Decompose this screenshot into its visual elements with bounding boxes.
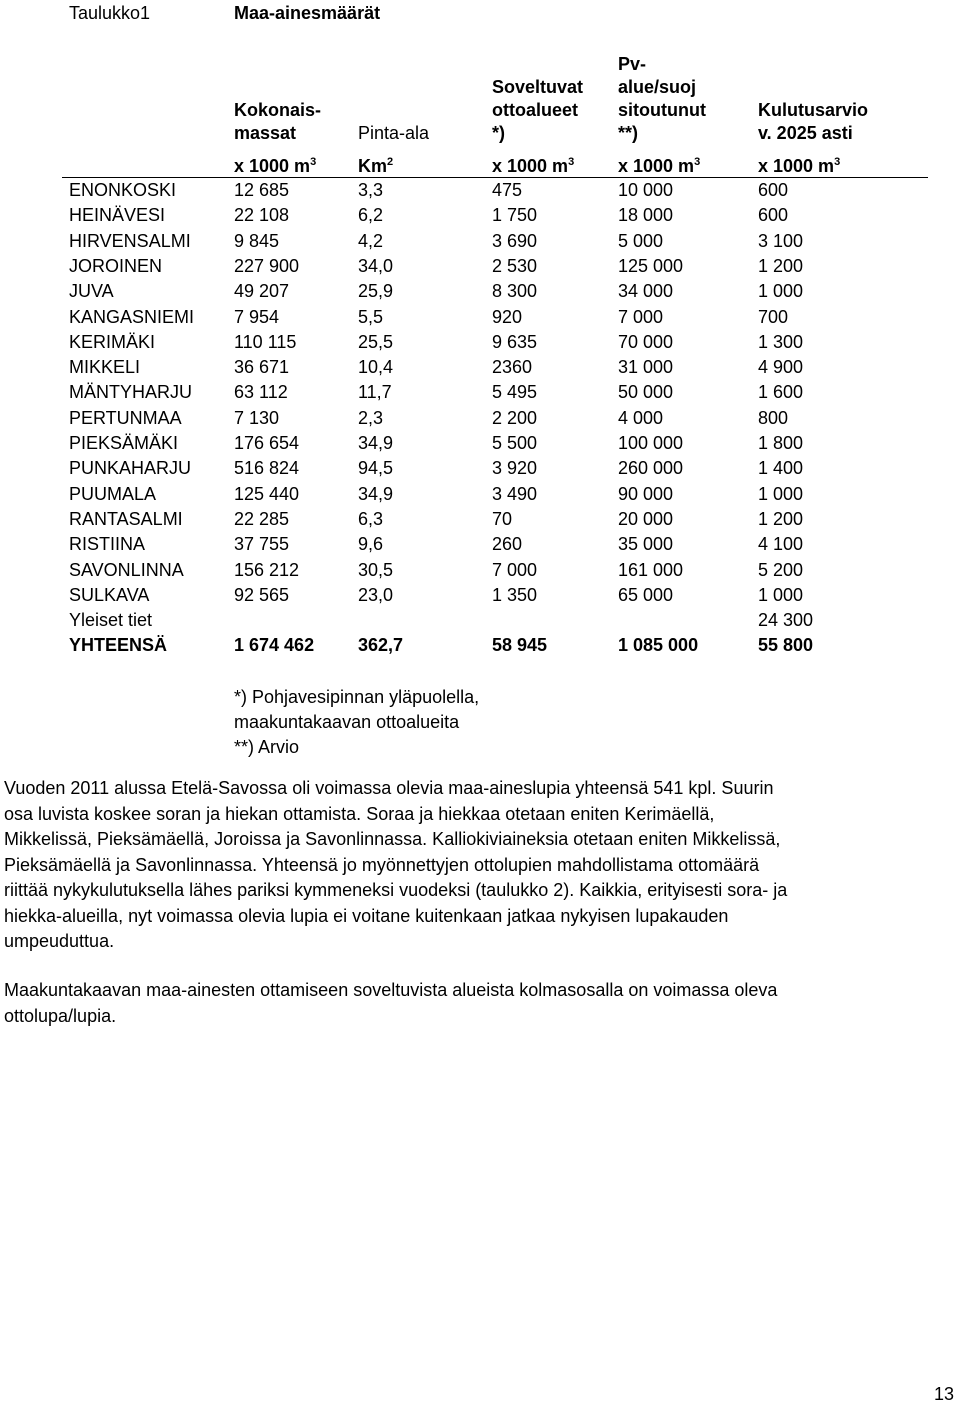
value-cell: 1 000 (758, 281, 804, 301)
value-cell: 475 (492, 180, 523, 200)
municipality-cell: PERTUNMAA (69, 408, 182, 428)
value-cell: 7 130 (234, 408, 280, 428)
municipality-cell: MIKKELI (69, 357, 141, 377)
table-row (0, 203, 960, 228)
value-cell: 34,9 (358, 484, 394, 504)
municipality-cell: PUNKAHARJU (69, 458, 192, 478)
municipality-cell: MÄNTYHARJU (69, 382, 193, 402)
value-cell: 4,2 (358, 231, 384, 251)
value-cell: 9 845 (234, 231, 280, 251)
value-cell: 5 200 (758, 560, 804, 580)
value-cell: 18 000 (618, 205, 674, 225)
value-cell: 30,5 (358, 560, 394, 580)
unit-consumption-estimate: x 1000 $m^3$ (758, 156, 841, 176)
value-cell: 94,5 (358, 458, 394, 478)
header-area: Pinta-ala (358, 123, 430, 143)
page-title: Maa-ainesmäärät (234, 3, 381, 23)
header-groundwater-bound: Pv- alue/suoj sitoutunut **) (618, 54, 706, 143)
municipality-cell: PUUMALA (69, 484, 157, 504)
table-row (0, 406, 960, 431)
paragraph-line: ottolupa/lupia. (4, 1005, 117, 1026)
header-total-mass: Kokonais- massat (234, 100, 322, 143)
municipality-cell: SULKAVA (69, 585, 150, 605)
value-cell: 1 000 (758, 484, 804, 504)
table-row (0, 279, 960, 304)
value-cell: 34 000 (618, 281, 674, 301)
value-cell: 176 654 (234, 433, 300, 453)
value-cell: 600 (758, 205, 789, 225)
table-row (0, 355, 960, 380)
value-cell: 7 000 (492, 560, 538, 580)
paragraph-line: hiekka-alueilla, nyt voimassa olevia lupia ei voitane kuitenkaan jatkaa nykyisen lupakauden (4, 905, 729, 926)
value-cell: 10 000 (618, 180, 674, 200)
unit-area: Km$^2$ (358, 156, 394, 176)
value-cell: 9,6 (358, 534, 384, 554)
municipality-cell: PIEKSÄMÄKI (69, 433, 179, 453)
value-cell: 516 824 (234, 458, 300, 478)
value-cell: 4 100 (758, 534, 804, 554)
table-row (0, 583, 960, 608)
value-cell: 22 108 (234, 205, 290, 225)
value-cell: 10,4 (358, 357, 394, 377)
municipality-cell: SAVONLINNA (69, 560, 184, 580)
value-cell: 6,3 (358, 509, 384, 529)
paragraph-line: Maakuntakaavan maa-ainesten ottamiseen soveltuvista alueista kolmasosalla on voimassa oleva (4, 980, 778, 1000)
value-cell: 50 000 (618, 382, 674, 402)
value-cell: 2 200 (492, 408, 538, 428)
table-row (0, 558, 960, 583)
table-row (0, 229, 960, 254)
value-cell: 920 (492, 307, 523, 327)
value-cell: 260 (492, 534, 523, 554)
unit-groundwater-bound: x 1000 $m^3$ (618, 156, 701, 176)
paragraph-line: Mikkelissä, Pieksämäellä, Joroissa ja Savonlinnassa. Kalliokiviaineksia otetaan eniten Mikkelissä, (4, 829, 781, 849)
value-cell: 49 207 (234, 281, 290, 301)
body-paragraph-2 (4, 978, 954, 1029)
value-cell: 1 750 (492, 205, 538, 225)
value-cell: 1 200 (758, 509, 804, 529)
value-cell: 260 000 (618, 458, 684, 478)
paragraph-line: umpeuduttua. (4, 931, 115, 951)
value-cell: 70 000 (618, 332, 674, 352)
value-cell: 7 954 (234, 307, 280, 327)
paragraph-line: osa luvista koskee soran ja hiekan ottamista. Soraa ja hiekkaa otetaan eniten Kerimäellä, (4, 803, 715, 824)
value-cell: 1 200 (758, 256, 804, 276)
paragraph-line: Pieksämäellä ja Savonlinnassa. Yhteensä jo myönnettyjen ottolupien mahdollistama ottomäärä (4, 854, 760, 875)
value-cell: 5 000 (618, 231, 664, 251)
body-paragraph-1 (4, 776, 954, 955)
value-cell: 11,7 (358, 382, 392, 402)
municipality-cell: KANGASNIEMI (69, 307, 195, 327)
value-cell: 24 300 (758, 610, 814, 630)
value-cell: 100 000 (618, 433, 684, 453)
municipality-cell: ENONKOSKI (69, 180, 177, 200)
value-cell: 37 755 (234, 534, 290, 554)
value-cell: 125 000 (618, 256, 684, 276)
table-row (0, 330, 960, 355)
value-cell: 7 000 (618, 307, 664, 327)
value-cell: 3,3 (358, 180, 384, 200)
sheet-name: Taulukko1 (69, 3, 151, 23)
value-cell: 3 690 (492, 231, 538, 251)
value-cell: 1 085 000 (618, 635, 699, 655)
municipality-cell: JOROINEN (69, 256, 163, 276)
value-cell: 12 685 (234, 180, 290, 200)
value-cell: 2360 (492, 357, 533, 377)
value-cell: 8 300 (492, 281, 538, 301)
value-cell: 1 400 (758, 458, 804, 478)
table-row (0, 456, 960, 481)
table-row (0, 482, 960, 507)
value-cell: 800 (758, 408, 789, 428)
value-cell: 55 800 (758, 635, 814, 655)
value-cell: 22 285 (234, 509, 290, 529)
value-cell: 1 300 (758, 332, 804, 352)
footnote-line: maakuntakaavan ottoalueita (234, 712, 460, 732)
value-cell: 5 500 (492, 433, 538, 453)
table-row (0, 305, 960, 330)
footnote-line: *) Pohjavesipinnan yläpuolella, (234, 687, 480, 707)
header-consumption-estimate: Kulutusarvio v. 2025 asti (758, 100, 869, 143)
value-cell: 1 350 (492, 585, 538, 605)
value-cell: 3 920 (492, 458, 538, 478)
municipality-cell: HIRVENSALMI (69, 231, 191, 251)
value-cell: 9 635 (492, 332, 538, 352)
value-cell: 58 945 (492, 635, 548, 655)
value-cell: 2,3 (358, 408, 384, 428)
page-number: 13 (933, 1384, 954, 1404)
value-cell: 65 000 (618, 585, 674, 605)
municipality-cell: RISTIINA (69, 534, 146, 554)
value-cell: 5,5 (358, 307, 384, 327)
value-cell: 5 495 (492, 382, 538, 402)
value-cell: 1 600 (758, 382, 804, 402)
value-cell: 34,9 (358, 433, 394, 453)
value-cell: 700 (758, 307, 789, 327)
value-cell: 362,7 (358, 635, 404, 655)
value-cell: 63 112 (234, 382, 288, 402)
table-row (0, 532, 960, 557)
value-cell: 156 212 (234, 560, 300, 580)
value-cell: 20 000 (618, 509, 674, 529)
value-cell: 1 674 462 (234, 635, 315, 655)
table-row (0, 608, 960, 633)
value-cell: 25,9 (358, 281, 394, 301)
value-cell: 161 000 (618, 560, 684, 580)
paragraph-line: Vuoden 2011 alussa Etelä-Savossa oli voimassa olevia maa-aineslupia yhteensä 541 kpl. Suurin (4, 778, 774, 798)
value-cell: 70 (492, 509, 513, 529)
value-cell: 34,0 (358, 256, 394, 276)
municipality-cell: JUVA (69, 281, 114, 301)
value-cell: 3 490 (492, 484, 538, 504)
municipality-cell: KERIMÄKI (69, 332, 156, 352)
municipality-cell: YHTEENSÄ (69, 635, 168, 655)
value-cell: 3 100 (758, 231, 804, 251)
table-row (0, 178, 960, 203)
value-cell: 31 000 (618, 357, 674, 377)
value-cell: 6,2 (358, 205, 384, 225)
table-row (0, 380, 960, 405)
value-cell: 600 (758, 180, 789, 200)
value-cell: 1 800 (758, 433, 804, 453)
table-row (0, 254, 960, 279)
value-cell: 90 000 (618, 484, 674, 504)
footnote-line: **) Arvio (234, 737, 300, 757)
value-cell: 2 530 (492, 256, 538, 276)
table-footnotes (234, 685, 479, 760)
unit-total-mass: x 1000 $m^3$ (234, 156, 317, 176)
table-row (0, 507, 960, 532)
value-cell: 23,0 (358, 585, 394, 605)
value-cell: 227 900 (234, 256, 300, 276)
value-cell: 36 671 (234, 357, 290, 377)
value-cell: 92 565 (234, 585, 290, 605)
value-cell: 125 440 (234, 484, 300, 504)
value-cell: 4 000 (618, 408, 664, 428)
table-total-row (0, 633, 960, 658)
table-row (0, 431, 960, 456)
unit-suitable-areas: x 1000 $m^3$ (492, 156, 575, 176)
value-cell: 1 000 (758, 585, 804, 605)
value-cell: 25,5 (358, 332, 394, 352)
paragraph-line: riittää nykykulutuksella lähes pariksi kymmeneksi vuodeksi (taulukko 2). Kaikkia, erityisesti sora- ja (4, 880, 788, 900)
municipality-cell: Yleiset tiet (69, 610, 153, 630)
value-cell: 35 000 (618, 534, 674, 554)
municipality-cell: RANTASALMI (69, 509, 183, 529)
value-cell: 4 900 (758, 357, 804, 377)
header-suitable-areas: Soveltuvat ottoalueet *) (492, 77, 584, 143)
municipality-cell: HEINÄVESI (69, 205, 166, 225)
value-cell: 110 115 (234, 332, 297, 352)
